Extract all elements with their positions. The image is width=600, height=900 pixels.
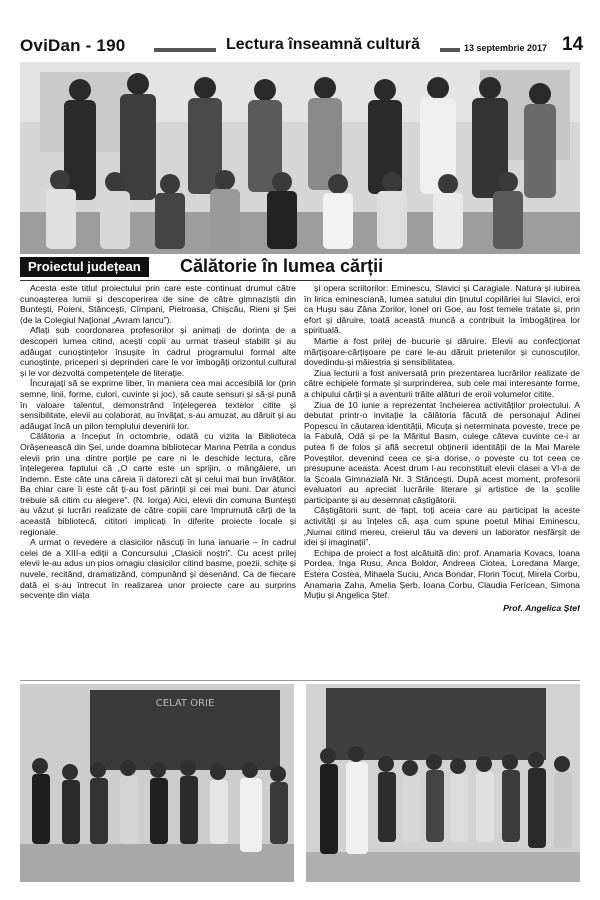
bottom-right-photo-image bbox=[306, 684, 580, 882]
top-group-photo bbox=[20, 62, 580, 254]
top-photo-image bbox=[20, 62, 580, 254]
publication-name: OviDan - 190 bbox=[20, 36, 126, 55]
header-slogan: Lectura înseamnă cultură bbox=[226, 36, 420, 53]
issue-date: 13 septembrie 2017 bbox=[464, 43, 548, 53]
header-rule-left bbox=[154, 48, 216, 52]
page-header bbox=[20, 34, 584, 60]
paragraph: Câștigătorii sunt, de fapt, toți aceia care au participat la aceste activități și au înțeles că, așa cum spune poetul Mihai Eminescu, „Numai citind mereu, creierul tău va deveni un laborator nesfârșit de idei și imaginații”. bbox=[304, 505, 580, 548]
bottom-left-photo bbox=[20, 684, 294, 882]
paragraph: Aflați sub coordonarea profesorilor și animați de dorința de a descoperi lumea citind, acești copii au urmat traseul stabilit și au adăugat cunoștințelor însușite în cadrul programului formal alte cunoștințe, priceperi și deprinderi care le vor îmbogăți orizontul cultural și le vor dezvolta competențele de literație. bbox=[20, 325, 296, 378]
bottom-right-photo bbox=[306, 684, 580, 882]
blackboard-text: CELAT ORIE bbox=[155, 698, 215, 709]
author-signature: Prof. Angelica Ștef bbox=[503, 602, 580, 613]
header-rule-right bbox=[440, 48, 460, 52]
paragraph: Echipa de proiect a fost alcătuită din: prof. Anamaria Kovacs, Ioana Pordea, Inga Rusu, Anca Boldor, Andreea Ciotea, Loredana Marge, Estera Costea, Mihaela Suciu, Anca Bondar, Florin Tocuț, Mirela Corbu, Anamaria Zaha, Amelia Șerb, Ioana Corbu, Claudia Ferícean, Simona Muțiu și Angelica Ștef. bbox=[304, 547, 580, 601]
paragraph: Ziua lecturii a fost aniversată prin prezentarea lucrărilor realizate de către echipele formate și surprinderea, sub cele mai interesante forme, a chipului cărții și a aventurii trăite alături de eroii volumelor citite. bbox=[304, 367, 580, 399]
heading-divider bbox=[20, 280, 580, 281]
paragraph: Martie a fost prilej de bucurie și dăruire. Elevii au confecționat mărțișoare-cărțișoare pe care le-au dăruit prietenilor și cunoscuților, dovedindu-și măiestria și sensibilitatea. bbox=[304, 335, 580, 368]
article-column-right bbox=[304, 283, 580, 678]
bottom-left-photo-image bbox=[20, 684, 294, 882]
paragraph: Ziua de 10 iunie a reprezentat încheierea activităților proiectului. A debutat printr-o invitație la călătoria făcută de personajul Adinei Popescu în căutarea identității, Micuța și neterminata poveste, trece pe la Fabulă, Odă și pe la Măritul Basm, culege câteva cuvinte ce-i ar putea fi de folos și află secretul obținerii identității de la Mai Marele Poveștilor, devenind ceea ce și-a dorise, o poveste cu tot ceea ce presupune aceasta. Acest drum l-au reconstituit elevii clasei a VI-a de la Școala Gimnazială Nr. 3 Stâncești. După acest moment, profesorii evaluatori au apreciat lucrările literare și artistice de la școlile participante și au desemnat câștigătorii. bbox=[304, 399, 580, 505]
page-number: 14 bbox=[562, 34, 584, 55]
photos-divider bbox=[20, 680, 580, 681]
article-heading bbox=[20, 257, 580, 279]
section-tag: Proiectul județean bbox=[20, 257, 149, 277]
paragraph: A urmat o revedere a clasicilor născuți în luna ianuarie – în cadrul celei de a XIII-a ediții a Concursului „Clasicii noștri”. Cu acest prilej elevii le-au adus un pios omagiu clasicilor citind basme, poezii, schițe și nuvele, recitând, dramatizând, compunând și desenând. Ca de fiecare dată ei s-au întrecut în realizarea unor proiecte care au surprins secvențe din viața bbox=[20, 537, 296, 601]
paragraph: Călătoria a început în octombrie, odată cu vizita la Biblioteca Orășenească din Șei, unde doamna bibliotecar Marina Petrila a condus elevii prin una dintre porțile pe care ni le deschide lectura, căre înțelegerea faptului că „O carte este un sprijin, o mângâiere, un îndemn. Este câte una căreia îi datorezi cât și celui mai bun învățător. Ba chiar care îi este cât ți-au fost părinții și cei mai buni. Dar atunci trebuie să citim cu alegere”. (N. Iorga) Aici, elevii din comuna Bunteşti au văzut și lucrări realizate de către copiii care împrumută cărți de la această bibliotecă, cititori implicați în diferite proiecte locale și regionale. bbox=[20, 431, 296, 537]
article-column-left bbox=[20, 283, 296, 678]
article-title: Călătorie în lumea cărții bbox=[180, 256, 384, 276]
paragraph: și opera scriitorilor: Eminescu, Slavici și Caragiale. Natura și iubirea în lirica eminesciană, lumea satului din ținutul copilăriei lui Slavici, eroi ca Hușu sau Zâna Zorilor, Ionel ori Goe, au fost temele tratate și, prin efort și dăruire, toată această muncă a contribuit la îmbogățirea lor spirituală. bbox=[304, 283, 580, 336]
paragraph: Acesta este titlul proiectului prin care este continuat drumul către cunoașterea lumii și descoperirea de sine de către gimnaziștii din Bunteşti, Poieni, Stâncești, Cîmpani, Pietroasa, Chișcău, Rieni și Șei (de la Colegiul Național „Avram Iancu”). bbox=[20, 283, 296, 325]
paragraph: Încurajați să se exprime liber, în maniera cea mai accesibilă lor (prin semne, linii, forme, culori, cuvinte și joc), să caute sensuri și să-și pună în valoare talentul, demonstrând înțelegerea textelor citite și sensibilitate, elevii au colaborat, au învățat, s-au amuzat, au dăruit și au adăugat încă un pilon templului devenirii lor. bbox=[20, 378, 296, 431]
